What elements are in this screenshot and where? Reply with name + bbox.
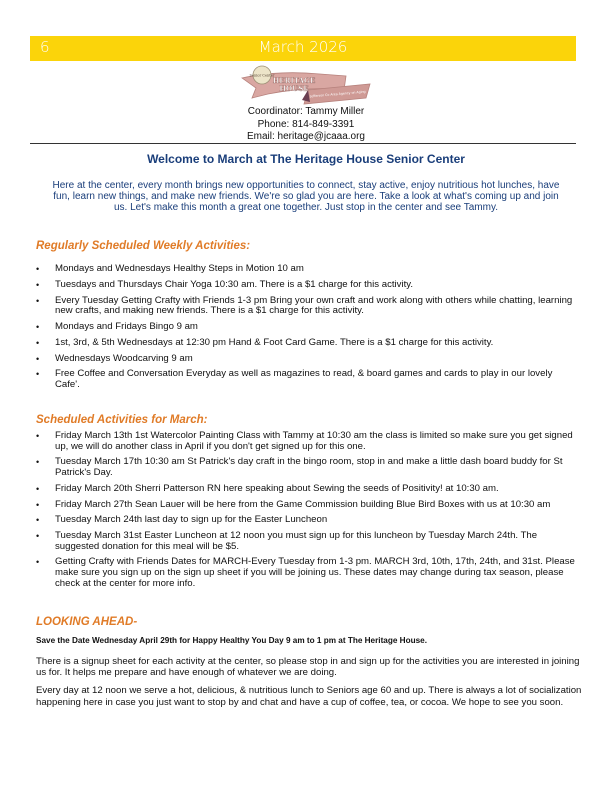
divider [30, 143, 576, 144]
contact-info [0, 106, 612, 144]
logo-badge: Jefferson Co Area Agency on Aging [310, 89, 366, 99]
list-item: • Mondays and Fridays Bingo 9 am [36, 320, 198, 332]
logo-line2: HOUSE [279, 84, 309, 93]
list-item: • Free Coffee and Conversation Everyday as well as magazines to read, & board games and cards to play in our lovely Cafe'. [36, 368, 553, 390]
coordinator: Coordinator: Tammy Miller [247, 106, 365, 117]
list-item: • Friday March 20th Sherri Patterson RN here speaking about Sewing the seeds of Positivity! at 10:30 am. [36, 482, 499, 494]
weekly-list [36, 264, 576, 396]
header-bar [30, 36, 576, 61]
march-list [36, 431, 576, 594]
email: Email: heritage@jcaaa.org [247, 131, 365, 142]
signup-paragraph: There is a signup sheet for each activity at the center, so please stop in and sign up for the activities you are interested in joining us for. It helps me prepare and have enough of whatever we are doing. [36, 656, 580, 678]
welcome-title: Welcome to March at The Heritage House Senior Center [147, 152, 465, 166]
list-item: • Wednesdays Woodcarving 9 am [36, 352, 193, 364]
weekly-heading: Regularly Scheduled Weekly Activities: [36, 240, 251, 252]
page-number: 6 [40, 38, 50, 56]
list-item: • Mondays and Wednesdays Healthy Steps in Motion 10 am [36, 263, 304, 274]
list-item: • Friday March 13th 1st Watercolor Painting Class with Tammy at 10:30 am the class is limited so make sure you get signed up, we will do another class in April if you don't get signed up for this one. [36, 430, 573, 452]
welcome-intro: Here at the center, every month brings new opportunities to connect, stay active, enjoy nutritious hot lunches, have fun, learn new things, and make new friends. We're so glad you are here. Take a look at what's coming up and join us. Let's make this month a great one together. Just stop in the center and see Tammy. [52, 180, 560, 214]
list-item: • Every Tuesday Getting Crafty with Friends 1-3 pm Bring your own craft and work along with others while chatting, learning new crafts, and making new friends. There is a $1 charge for this activity. [36, 294, 573, 317]
phone: Phone: 814-849-3391 [257, 118, 355, 130]
save-the-date: Save the Date Wednesday April 29th for Happy Healthy You Day 9 am to 1 pm at The Heritage House. [36, 636, 427, 645]
list-item: • Tuesdays and Thursdays Chair Yoga 10:30 am. There is a $1 charge for this activity. [36, 278, 414, 290]
list-item: • Tuesday March 17th 10:30 am St Patrick's day craft in the bingo room, stop in and make a little dash board buddy for St Patrick's Day. [36, 456, 563, 478]
march-heading: Scheduled Activities for March: [36, 414, 208, 426]
heritage-house-logo [238, 64, 374, 106]
list-item: • 1st, 3rd, & 5th Wednesdays at 12:30 pm Hand & Foot Card Game. There is a $1 charge for this activity. [36, 336, 494, 348]
list-item: • Tuesday March 31st Easter Luncheon at 12 noon you must sign up for this luncheon by Tuesday March 24th. The suggested donation for this meal will be $5. [36, 530, 538, 552]
logo-line1: HERITAGE [272, 76, 316, 85]
logo-seal-text: Senior Center [249, 73, 275, 78]
list-item: • Tuesday March 24th last day to sign up for the Easter Luncheon [36, 514, 328, 526]
list-item: • Getting Crafty with Friends Dates for MARCH-Every Tuesday from 1-3 pm. MARCH 3rd, 10th, 17th, 24th, and 31st. Please make sure you sign up on the sign up sheet if you will be joining us. These dates may change during tax season, please check at the center for more info. [36, 556, 575, 589]
lunch-paragraph: Every day at 12 noon we serve a hot, delicious, & nutritious lunch to Seniors age 60 and up. There is always a lot of socialization happening here in case you just want to stop by and chat and have a cup of coffee, tea, or cocoa. We hope to see you soon. [36, 685, 582, 708]
issue-date: March 2026 [258, 38, 348, 56]
looking-ahead-heading: LOOKING AHEAD- [36, 616, 138, 628]
list-item: • Friday March 27th Sean Lauer will be here from the Game Commission building Blue Bird Boxes with us at 10:30 am [36, 498, 551, 510]
